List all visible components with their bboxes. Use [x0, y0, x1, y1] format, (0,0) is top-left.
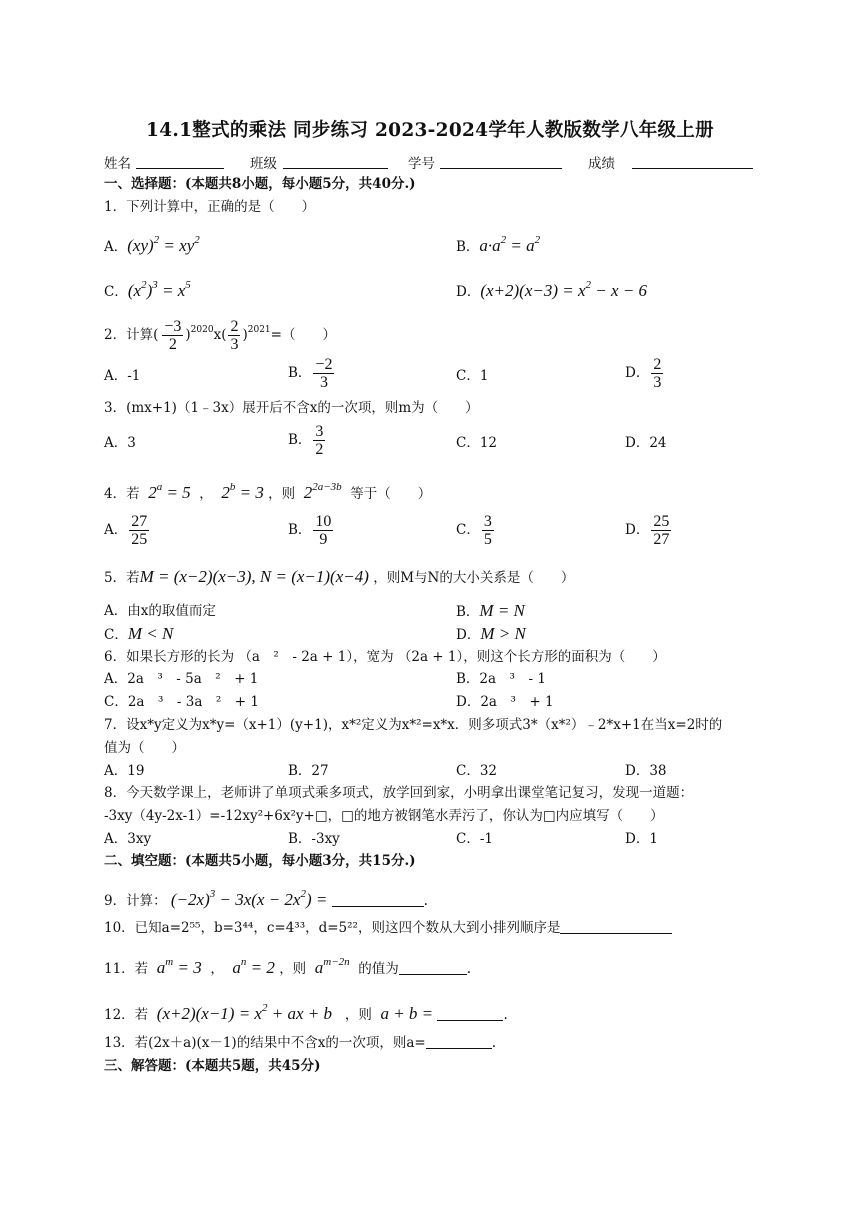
section-answer-heading: 三、解答题：(本题共5题，共45分) — [104, 1058, 321, 1074]
id-blank — [440, 152, 562, 169]
q1-option-b: B．$a\cdot a^2 = a^2$ — [456, 234, 541, 255]
question-7-stem-line-2: 值为（ ） — [104, 740, 185, 756]
q8-option-c: C．-1 — [456, 831, 493, 847]
question-9: 9．计算： $(-2x)^3 - 3x(x - 2x^2)$ = . — [104, 888, 428, 909]
question-2-stem: 2．计算( $\frac{-3}{2}$ )$^{2020}$x( $\frac{2}{3}$ )$^{2021}$=（ ） — [104, 318, 336, 353]
q2-option-b: B． $\frac{-2}{3}$ — [288, 356, 333, 391]
q1-option-d: D．$(x+2)(x-3) = x^2 - x - 6$ — [456, 279, 648, 300]
section-choice-heading: 一、选择题：(本题共8小题，每小题5分，共40分.) — [104, 176, 416, 192]
q2-option-a: A．-1 — [104, 368, 141, 384]
q3-option-c: C．12 — [456, 435, 498, 451]
q6-option-d: D．2a ³ + 1 — [456, 694, 554, 710]
q12-answer-blank[interactable] — [437, 1006, 503, 1021]
q5-option-d: D．M > N — [456, 624, 526, 643]
question-10: 10．已知a=2⁵⁵，b=3⁴⁴，c=4³³，d=5²²，则这四个数从大到小排列顺序是 — [104, 918, 672, 938]
q3-option-b: B． $\frac{3}{2}$ — [288, 423, 324, 458]
question-7-stem-line-1: 7．设x*y定义为x*y=（x+1）(y+1)，x*²定义为x*²=x*x．则多项式3*（x*²）﹣2*x+1在当x=2时的 — [104, 717, 723, 733]
question-12: 12．若 $(x+2)(x-1) = x^2$ + ax + b ，则 a + b = . — [104, 1002, 508, 1023]
question-8-stem-line-2: -3xy（4y-2x-1）=-12xy²+6x²y+□，□的地方被钢笔水弄污了，你认为□内应填写（ ） — [104, 808, 664, 824]
question-3-stem: 3．(mx+1)（1﹣3x）展开后不含x的一次项，则m为（ ） — [104, 400, 479, 416]
score-label: 成绩 — [588, 156, 615, 172]
q4-option-c: C． $\frac{3}{5}$ — [456, 513, 492, 548]
q6-option-a: A．2a ³ - 5a ² + 1 — [104, 671, 259, 687]
question-5-stem: 5．若M = (x−2)(x−3), N = (x−1)(x−4) ，则M与N的大小关系是（ ） — [104, 567, 575, 586]
name-label: 姓名 — [104, 156, 131, 172]
q4-option-d: D． $\frac{25}{27}$ — [625, 513, 670, 548]
q6-option-b: B．2a ³ - 1 — [456, 671, 546, 687]
q6-option-c: C．2a ³ - 3a ² + 1 — [104, 694, 259, 710]
q2-option-c: C．1 — [456, 368, 489, 384]
q3-option-d: D．24 — [625, 435, 667, 451]
question-8-stem-line-1: 8．今天数学课上，老师讲了单项式乘多项式，放学回到家，小明拿出课堂笔记复习，发现一道题： — [104, 785, 694, 801]
page-title: 14.1整式的乘法 同步练习 2023-2024学年人教版数学八年级上册 — [146, 120, 714, 141]
q1-option-a: A．$(xy)^2 = xy^2$ — [104, 234, 200, 255]
name-blank — [136, 152, 224, 169]
class-label: 班级 — [250, 156, 277, 172]
q10-answer-blank[interactable] — [560, 919, 672, 934]
q13-answer-blank[interactable] — [426, 1034, 492, 1049]
q4-option-a: A． $\frac{27}{25}$ — [104, 513, 148, 548]
score-blank — [632, 152, 753, 169]
q5-option-b: B．M = N — [456, 601, 525, 620]
q7-option-a: A．19 — [104, 763, 145, 779]
q1-option-c: C．$(x^2)^3 = x^5$ — [104, 279, 191, 300]
q5-option-c: C．M < N — [104, 624, 174, 643]
question-4-stem: 4．若 $2^a = 5$ ， $2^b = 3$ ，则 $2^{2a-3b}$ 等于（ ） — [104, 481, 432, 502]
class-blank — [283, 152, 388, 169]
q5-option-a: A．由x的取值而定 — [104, 603, 216, 619]
q4-option-b: B． $\frac{10}{9}$ — [288, 513, 332, 548]
q9-answer-blank[interactable] — [332, 892, 424, 907]
section-fill-heading: 二、填空题：(本题共5小题，每小题3分，共15分.) — [104, 853, 416, 869]
q7-option-c: C．32 — [456, 763, 498, 779]
q7-option-d: D．38 — [625, 763, 667, 779]
q11-answer-blank[interactable] — [399, 960, 467, 975]
question-6-stem: 6．如果长方形的长为 （a ² - 2a + 1），宽为 （2a + 1），则这个长方形的面积为（ ） — [104, 649, 666, 665]
q2-option-d: D． $\frac{2}{3}$ — [625, 356, 662, 391]
q8-option-b: B．-3xy — [288, 831, 340, 847]
q8-option-d: D．1 — [625, 831, 658, 847]
id-label: 学号 — [408, 156, 435, 172]
question-1-stem: 1．下列计算中，正确的是（ ） — [104, 199, 316, 215]
question-13: 13．若(2x＋a)(x－1)的结果中不含x的一次项，则a= . — [104, 1035, 496, 1051]
q8-option-a: A．3xy — [104, 831, 152, 847]
q3-option-a: A．3 — [104, 435, 136, 451]
q7-option-b: B．27 — [288, 763, 329, 779]
question-11: 11．若 $a^m = 3$ ， $a^n = 2$ ，则 $a^{m-2n}$ 的值为 . — [104, 956, 472, 977]
